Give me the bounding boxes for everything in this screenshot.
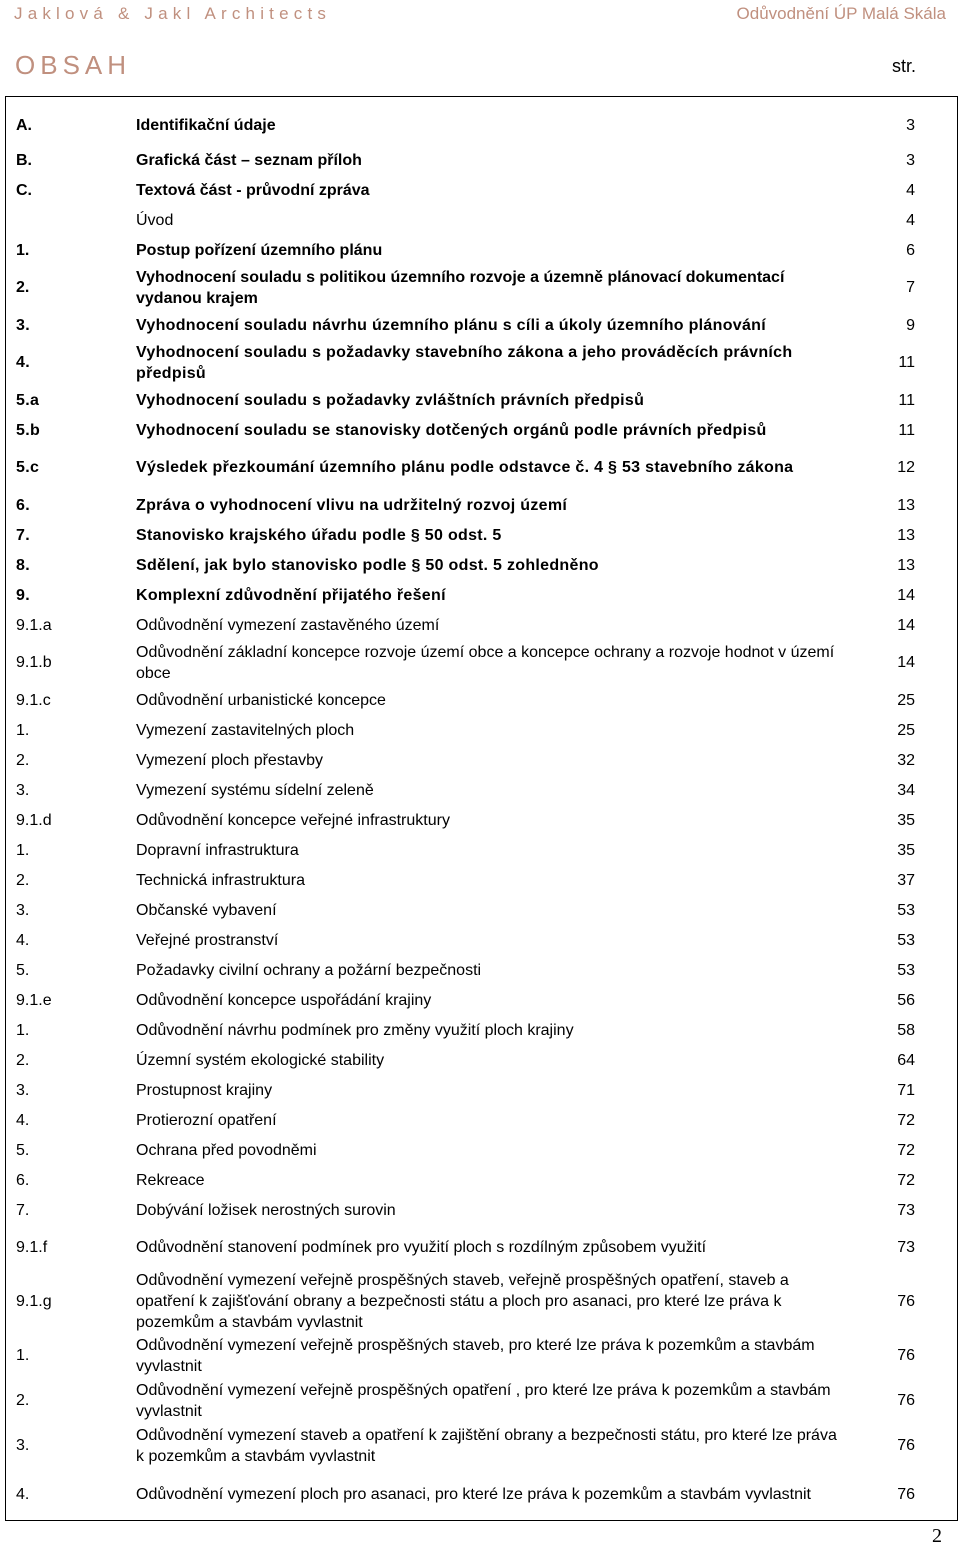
toc-entry-page: 76 xyxy=(897,1293,915,1310)
toc-entry-number: 9.1.c xyxy=(16,691,51,709)
toc-entry-number: 3. xyxy=(16,1081,30,1099)
toc-entry-number: 5.a xyxy=(16,391,40,409)
toc-entry-number: A. xyxy=(16,116,32,134)
toc-entry-page: 7 xyxy=(906,279,915,296)
toc-entry-page: 58 xyxy=(897,1021,915,1039)
toc-entry-title: Odůvodnění stanovení podmínek pro využití ploch s rozdílným způsobem využití xyxy=(136,1239,707,1256)
toc-row xyxy=(6,1015,958,1045)
toc-entry-number: 9.1.a xyxy=(16,616,52,634)
toc-entry-title: Vymezení zastavitelných ploch xyxy=(136,721,355,739)
toc-entry-title: Odůvodnění vymezení zastavěného území xyxy=(136,616,440,634)
toc-entry-number: 2. xyxy=(16,1051,30,1069)
toc-entry-page: 72 xyxy=(897,1141,915,1159)
toc-entry-title: Odůvodnění návrhu podmínek pro změny využití ploch krajiny xyxy=(136,1021,574,1039)
toc-row xyxy=(6,520,958,550)
toc-row xyxy=(6,1165,958,1195)
toc-row xyxy=(6,1423,958,1468)
toc-row xyxy=(6,175,958,205)
toc-entry-page: 76 xyxy=(897,1392,915,1409)
toc-entry-page: 35 xyxy=(897,811,915,829)
toc-entry-number: 2. xyxy=(16,871,30,889)
toc-entry-title: Vyhodnocení souladu se stanovisky dotčených orgánů podle právních předpisů xyxy=(136,421,767,439)
toc-entry-title: Vyhodnocení souladu s požadavky stavebního zákona a jeho prováděcích právních předpisů xyxy=(136,343,793,382)
toc-row xyxy=(6,265,958,310)
toc-entry-title: Odůvodnění koncepce veřejné infrastruktury xyxy=(136,811,450,829)
toc-entry-page: 13 xyxy=(897,556,915,574)
toc-row xyxy=(6,715,958,745)
toc-entry-title: Vyhodnocení souladu návrhu územního plánu s cíli a úkoly územního plánování xyxy=(136,316,766,334)
toc-entry-number: 7. xyxy=(16,1201,30,1219)
toc-entry-page: 73 xyxy=(897,1201,915,1219)
toc-row xyxy=(6,895,958,925)
toc-entry-title: Odůvodnění vymezení veřejně prospěšných staveb, pro které lze práva k pozemkům a stavbám vyvlastnit xyxy=(136,1336,815,1375)
toc-entry-number: 9.1.e xyxy=(16,991,52,1009)
toc-entry-page: 32 xyxy=(897,751,915,769)
toc-row xyxy=(6,97,958,146)
toc-entry-title: Úvod xyxy=(136,211,174,229)
toc-entry-number: 4. xyxy=(16,931,30,949)
toc-entry-number: 3. xyxy=(16,316,30,334)
toc-entry-title: Vyhodnocení souladu s politikou územního rozvoje a územně plánovací dokumentací vydanou krajem xyxy=(136,268,785,307)
toc-entry-title: Vymezení ploch přestavby xyxy=(136,751,324,769)
toc-entry-title: Dobývání ložisek nerostných surovin xyxy=(136,1201,396,1219)
toc-entry-page: 11 xyxy=(898,354,915,371)
toc-entry-number: 4. xyxy=(16,1111,30,1129)
toc-entry-number: 4. xyxy=(16,1485,30,1503)
toc-entry-title: Odůvodnění koncepce uspořádání krajiny xyxy=(136,991,432,1009)
toc-entry-page: 14 xyxy=(897,654,915,671)
toc-entry-number: 9.1.d xyxy=(16,811,52,829)
toc-row xyxy=(6,805,958,835)
toc-entry-page: 64 xyxy=(897,1051,915,1069)
toc-entry-number: 4. xyxy=(16,354,30,371)
toc-entry-title: Odůvodnění urbanistické koncepce xyxy=(136,691,386,709)
toc-entry-number: 1. xyxy=(16,1347,30,1364)
toc-entry-page: 4 xyxy=(906,181,915,199)
toc-row xyxy=(6,1075,958,1105)
toc-entry-title: Identifikační údaje xyxy=(136,116,276,134)
toc-entry-page: 72 xyxy=(897,1171,915,1189)
toc-entry-page: 76 xyxy=(897,1485,915,1503)
toc-entry-title: Odůvodnění vymezení staveb a opatření k zajištění obrany a bezpečnosti státu, pro které lze práva k pozemkům a stavbám vyvlastnit xyxy=(136,1426,837,1465)
toc-entry-page: 71 xyxy=(897,1081,915,1099)
toc-row xyxy=(6,580,958,610)
toc-entry-number: 1. xyxy=(16,841,30,859)
toc-row xyxy=(6,1468,958,1521)
page-number: 2 xyxy=(932,1525,942,1547)
toc-row xyxy=(6,955,958,985)
page-column-label: str. xyxy=(891,56,916,76)
toc-entry-number: 3. xyxy=(16,781,30,799)
page-header xyxy=(14,4,946,26)
header-document-title: Odůvodnění ÚP Malá Skála xyxy=(736,4,946,23)
toc-entry-title: Protierozní opatření xyxy=(136,1111,277,1129)
toc-entry-number: 3. xyxy=(16,1437,30,1454)
toc-entry-title: Komplexní zdůvodnění přijatého řešení xyxy=(136,586,446,604)
toc-table xyxy=(5,96,958,1521)
toc-entry-number: 8. xyxy=(16,556,30,574)
toc-row xyxy=(6,490,958,520)
toc-entry-title: Občanské vybavení xyxy=(136,901,277,919)
toc-entry-page: 11 xyxy=(898,391,915,409)
toc-row xyxy=(6,985,958,1015)
toc-entry-title: Rekreace xyxy=(136,1171,205,1189)
toc-entry-title: Dopravní infrastruktura xyxy=(136,841,299,859)
toc-row xyxy=(6,610,958,640)
toc-row xyxy=(6,835,958,865)
toc-entry-page: 34 xyxy=(897,781,915,799)
toc-row xyxy=(6,1045,958,1075)
toc-entry-page: 73 xyxy=(897,1239,915,1256)
toc-entry-title: Grafická část – seznam příloh xyxy=(136,151,362,169)
toc-entry-number: 3. xyxy=(16,901,30,919)
toc-entry-page: 4 xyxy=(906,211,915,229)
toc-entry-title: Zpráva o vyhodnocení vlivu na udržitelný rozvoj území xyxy=(136,496,568,514)
toc-entry-page: 14 xyxy=(897,586,915,604)
toc-entry-title: Odůvodnění vymezení ploch pro asanaci, pro které lze práva k pozemkům a stavbám vyvlastnit xyxy=(136,1485,811,1503)
toc-entry-number: 9.1.b xyxy=(16,654,52,671)
toc-entry-title: Odůvodnění vymezení veřejně prospěšných opatření , pro které lze práva k pozemkům a stavbám vyvlastnit xyxy=(136,1381,831,1420)
toc-row xyxy=(6,235,958,265)
toc-entry-title: Technická infrastruktura xyxy=(136,871,305,889)
header-company: Jaklová & Jakl Architects xyxy=(14,4,332,23)
toc-row xyxy=(6,205,958,235)
toc-entry-title: Územní systém ekologické stability xyxy=(136,1051,385,1069)
toc-entry-number: 2. xyxy=(16,279,30,296)
toc-entry-page: 12 xyxy=(897,459,915,476)
toc-entry-page: 56 xyxy=(897,991,915,1009)
toc-entry-page: 76 xyxy=(897,1437,915,1454)
toc-entry-number: 7. xyxy=(16,526,30,544)
toc-row xyxy=(6,1378,958,1423)
toc-entry-page: 9 xyxy=(906,316,915,334)
toc-entry-page: 53 xyxy=(897,931,915,949)
toc-entry-page: 25 xyxy=(897,691,915,709)
toc-entry-title: Vymezení systému sídelní zeleně xyxy=(136,781,374,799)
toc-entry-page: 13 xyxy=(897,526,915,544)
toc-entry-title: Prostupnost krajiny xyxy=(136,1081,273,1099)
toc-entry-number: 2. xyxy=(16,1392,30,1409)
toc-entry-title: Odůvodnění vymezení veřejně prospěšných staveb, veřejně prospěšných opatření, staveb a opatření k zajišťování obrany a bezpečnosti státu a ploch pro asanaci, pro které lze práva k pozemkům a stavbám vyvlastnit xyxy=(136,1272,789,1331)
toc-row xyxy=(6,145,958,175)
toc-entry-number: B. xyxy=(16,151,32,169)
toc-row xyxy=(6,1270,958,1333)
toc-row xyxy=(6,1105,958,1135)
toc-row xyxy=(6,640,958,685)
toc-entry-title: Odůvodnění základní koncepce rozvoje území obce a koncepce ochrany a rozvoje hodnot v území obce xyxy=(136,643,835,682)
toc-entry-number xyxy=(6,205,137,235)
toc-entry-page: 6 xyxy=(906,241,915,259)
toc-entry-number: 9. xyxy=(16,586,30,604)
toc-row xyxy=(6,550,958,580)
toc-entry-number: C. xyxy=(16,181,32,199)
toc-row xyxy=(6,1333,958,1378)
toc-row xyxy=(6,865,958,895)
toc-entry-number: 9.1.g xyxy=(16,1293,52,1310)
toc-entry-title: Požadavky civilní ochrany a požární bezpečnosti xyxy=(136,961,482,979)
toc-title: OBSAH xyxy=(15,50,132,80)
toc-entry-page: 37 xyxy=(897,871,915,889)
toc-row xyxy=(6,925,958,955)
toc-row xyxy=(6,340,958,385)
toc-entry-number: 1. xyxy=(16,241,30,259)
toc-entry-number: 6. xyxy=(16,496,30,514)
toc-row xyxy=(6,1225,958,1270)
toc-row xyxy=(6,1135,958,1165)
toc-row xyxy=(6,310,958,340)
toc-entry-number: 1. xyxy=(16,1021,30,1039)
toc-row xyxy=(6,1195,958,1225)
toc-row xyxy=(6,685,958,715)
toc-row xyxy=(6,445,958,490)
toc-entry-number: 9.1.f xyxy=(16,1239,48,1256)
toc-row xyxy=(6,775,958,805)
toc-entry-page: 13 xyxy=(897,496,915,514)
toc-entry-page: 3 xyxy=(906,151,915,169)
toc-row xyxy=(6,415,958,445)
toc-entry-number: 5. xyxy=(16,1141,30,1159)
toc-entry-number: 2. xyxy=(16,751,30,769)
toc-entry-page: 53 xyxy=(897,961,915,979)
toc-entry-title: Textová část - průvodní zpráva xyxy=(136,181,370,199)
toc-entry-number: 1. xyxy=(16,721,30,739)
toc-entry-title: Postup pořízení územního plánu xyxy=(136,241,383,259)
toc-entry-number: 5.c xyxy=(16,459,40,476)
toc-entry-page: 25 xyxy=(897,721,915,739)
toc-entry-title: Vyhodnocení souladu s požadavky zvláštních právních předpisů xyxy=(136,391,645,409)
toc-entry-title: Sdělení, jak bylo stanovisko podle § 50 odst. 5 zohledněno xyxy=(136,556,599,574)
toc-row xyxy=(6,385,958,415)
toc-entry-title: Ochrana před povodněmi xyxy=(136,1141,317,1159)
toc-entry-page: 11 xyxy=(898,421,915,439)
toc-entry-page: 76 xyxy=(897,1347,915,1364)
toc-entry-page: 72 xyxy=(897,1111,915,1129)
toc-entry-number: 5.b xyxy=(16,421,41,439)
toc-entry-number: 6. xyxy=(16,1171,30,1189)
toc-entry-page: 53 xyxy=(897,901,915,919)
toc-entry-title: Veřejné prostranství xyxy=(136,931,279,949)
toc-entry-page: 35 xyxy=(897,841,915,859)
toc-entry-title: Stanovisko krajského úřadu podle § 50 odst. 5 xyxy=(136,526,502,544)
toc-entry-title: Výsledek přezkoumání územního plánu podle odstavce č. 4 § 53 stavebního zákona xyxy=(136,459,794,476)
toc-row xyxy=(6,745,958,775)
toc-entry-number: 5. xyxy=(16,961,30,979)
toc-entry-page: 3 xyxy=(906,116,915,134)
toc-entry-page: 14 xyxy=(897,616,915,634)
